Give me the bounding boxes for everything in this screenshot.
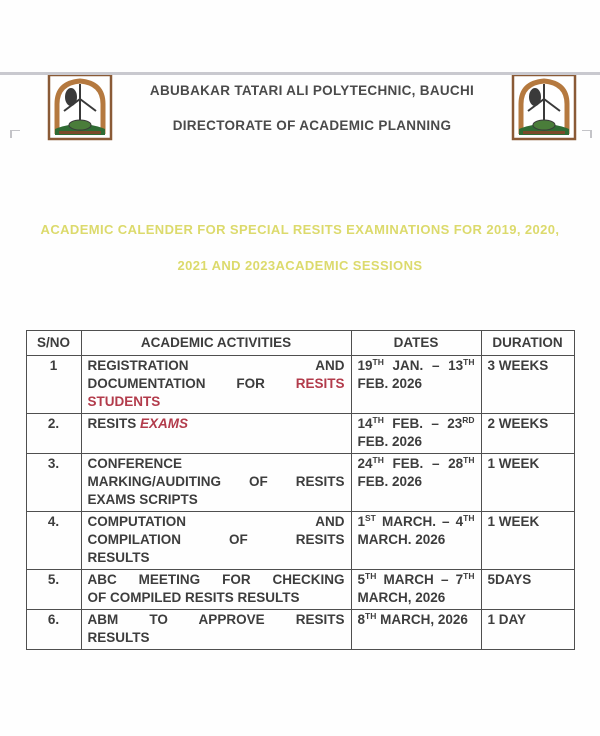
department-name: DIRECTORATE OF ACADEMIC PLANNING (172, 118, 452, 133)
column-header-sno: S/NO (26, 331, 81, 356)
date-ordinal-suffix: RD (462, 415, 475, 425)
activity-cell (81, 570, 351, 610)
text-line (358, 571, 475, 589)
table-row (26, 512, 574, 570)
text-segment: MARCH. – 4 (375, 514, 464, 529)
text-segment: FEB. 2026 (357, 474, 423, 489)
sno-cell: 2. (26, 414, 81, 454)
text-line (88, 571, 345, 589)
text-line (358, 589, 475, 607)
dates-cell (351, 512, 481, 570)
text-segment: CONFERENCE (87, 456, 183, 471)
sno-cell: 6. (26, 610, 81, 650)
activity-cell (81, 610, 351, 650)
text-segment: COMPILATION OF RESITS (87, 532, 345, 547)
text-segment: DOCUMENTATION FOR (87, 376, 296, 391)
text-segment: 24 (357, 456, 373, 471)
text-line (358, 415, 475, 433)
text-segment: ABC MEETING FOR CHECKING (87, 572, 345, 587)
date-ordinal-suffix: TH (372, 455, 384, 465)
sno-cell: 3. (26, 454, 81, 512)
text-segment: MARCH, 2026 (357, 590, 446, 605)
text-line (88, 455, 345, 473)
dates-cell (351, 356, 481, 414)
text-segment: MARCH, 2026 (376, 612, 468, 627)
table-row (26, 570, 574, 610)
calendar-title-line1: ACADEMIC CALENDER FOR SPECIAL RESITS EXAMINATIONS FOR 2019, 2020, (40, 222, 560, 237)
text-line (88, 513, 345, 531)
text-segment: ABM TO APPROVE RESITS (87, 612, 345, 627)
duration-cell: 1 WEEK (481, 512, 574, 570)
table-row (26, 610, 574, 650)
date-ordinal-suffix: TH (365, 571, 377, 581)
duration-cell: 3 WEEKS (481, 356, 574, 414)
sno-cell: 5. (26, 570, 81, 610)
activity-cell (81, 356, 351, 414)
text-segment: 8 (357, 612, 366, 627)
text-segment: COMPUTATION AND (87, 514, 345, 529)
text-line (358, 531, 475, 549)
text-line (88, 491, 345, 509)
header-text-block (116, 83, 508, 133)
text-line (88, 629, 345, 647)
text-line (88, 531, 345, 549)
polytechnic-crest-icon (44, 72, 116, 144)
dates-cell (351, 454, 481, 512)
text-segment: JAN. – 13 (383, 358, 464, 373)
text-segment: STUDENTS (87, 394, 161, 409)
text-segment: 14 (357, 416, 373, 431)
text-segment: REGISTRATION AND (87, 358, 345, 373)
date-ordinal-suffix: TH (463, 571, 475, 581)
duration-cell: 1 WEEK (481, 454, 574, 512)
text-line (358, 375, 475, 393)
calendar-table (26, 330, 575, 650)
text-line (358, 473, 475, 491)
column-header-activities: ACADEMIC ACTIVITIES (81, 331, 351, 356)
text-segment: FEB. 2026 (357, 376, 423, 391)
text-line (88, 611, 345, 629)
text-line (88, 549, 345, 567)
duration-cell: 1 DAY (481, 610, 574, 650)
table-row (26, 454, 574, 512)
text-segment: 19 (357, 358, 373, 373)
text-line (88, 473, 345, 491)
institution-name: ABUBAKAR TATARI ALI POLYTECHNIC, BAUCHI (149, 83, 475, 98)
text-line (358, 513, 475, 531)
table-header-row (26, 331, 574, 356)
calendar-table-body (26, 356, 574, 650)
text-segment: FEB. 2026 (357, 434, 423, 449)
sno-cell: 4. (26, 512, 81, 570)
dates-cell (351, 610, 481, 650)
scan-corner-mark-left (10, 130, 20, 138)
text-line (88, 357, 345, 375)
date-ordinal-suffix: TH (372, 357, 384, 367)
text-segment: MARCH – 7 (376, 572, 464, 587)
dates-cell (351, 414, 481, 454)
date-ordinal-suffix: TH (463, 455, 475, 465)
duration-cell: 5DAYS (481, 570, 574, 610)
activity-cell (81, 414, 351, 454)
text-segment: FEB. – 23 (383, 416, 463, 431)
text-line (358, 455, 475, 473)
text-segment: OF COMPILED RESITS RESULTS (87, 590, 300, 605)
activity-cell (81, 454, 351, 512)
dates-cell (351, 570, 481, 610)
activity-cell (81, 512, 351, 570)
text-segment: 1 (357, 514, 366, 529)
text-segment: RESULTS (87, 630, 150, 645)
text-line (88, 415, 345, 433)
date-ordinal-suffix: TH (365, 611, 377, 621)
text-line (358, 433, 475, 451)
text-line (358, 611, 475, 629)
text-segment: 5 (357, 572, 366, 587)
polytechnic-crest-icon (508, 72, 580, 144)
text-segment: FEB. – 28 (383, 456, 464, 471)
text-segment: RESITS (295, 376, 345, 391)
text-segment: RESULTS (87, 550, 150, 565)
text-line (88, 375, 345, 393)
text-line (88, 393, 345, 411)
calendar-title (0, 222, 600, 273)
column-header-dates: DATES (351, 331, 481, 356)
date-ordinal-suffix: ST (365, 513, 376, 523)
duration-cell: 2 WEEKS (481, 414, 574, 454)
document-header (0, 72, 600, 144)
column-header-duration: DURATION (481, 331, 574, 356)
date-ordinal-suffix: TH (372, 415, 384, 425)
text-segment: MARKING/AUDITING OF RESITS (87, 474, 345, 489)
text-line (358, 357, 475, 375)
sno-cell: 1 (26, 356, 81, 414)
text-segment: RESITS (87, 416, 141, 431)
table-row (26, 356, 574, 414)
scan-corner-mark-right (582, 130, 592, 138)
scan-edge-strip (0, 72, 600, 75)
table-row (26, 414, 574, 454)
text-line (88, 589, 345, 607)
calendar-title-line2: 2021 AND 2023ACADEMIC SESSIONS (177, 258, 423, 273)
date-ordinal-suffix: TH (463, 357, 475, 367)
date-ordinal-suffix: TH (463, 513, 475, 523)
text-segment: EXAMS SCRIPTS (87, 492, 198, 507)
text-segment: MARCH. 2026 (357, 532, 446, 547)
text-segment: EXAMS (140, 416, 189, 431)
